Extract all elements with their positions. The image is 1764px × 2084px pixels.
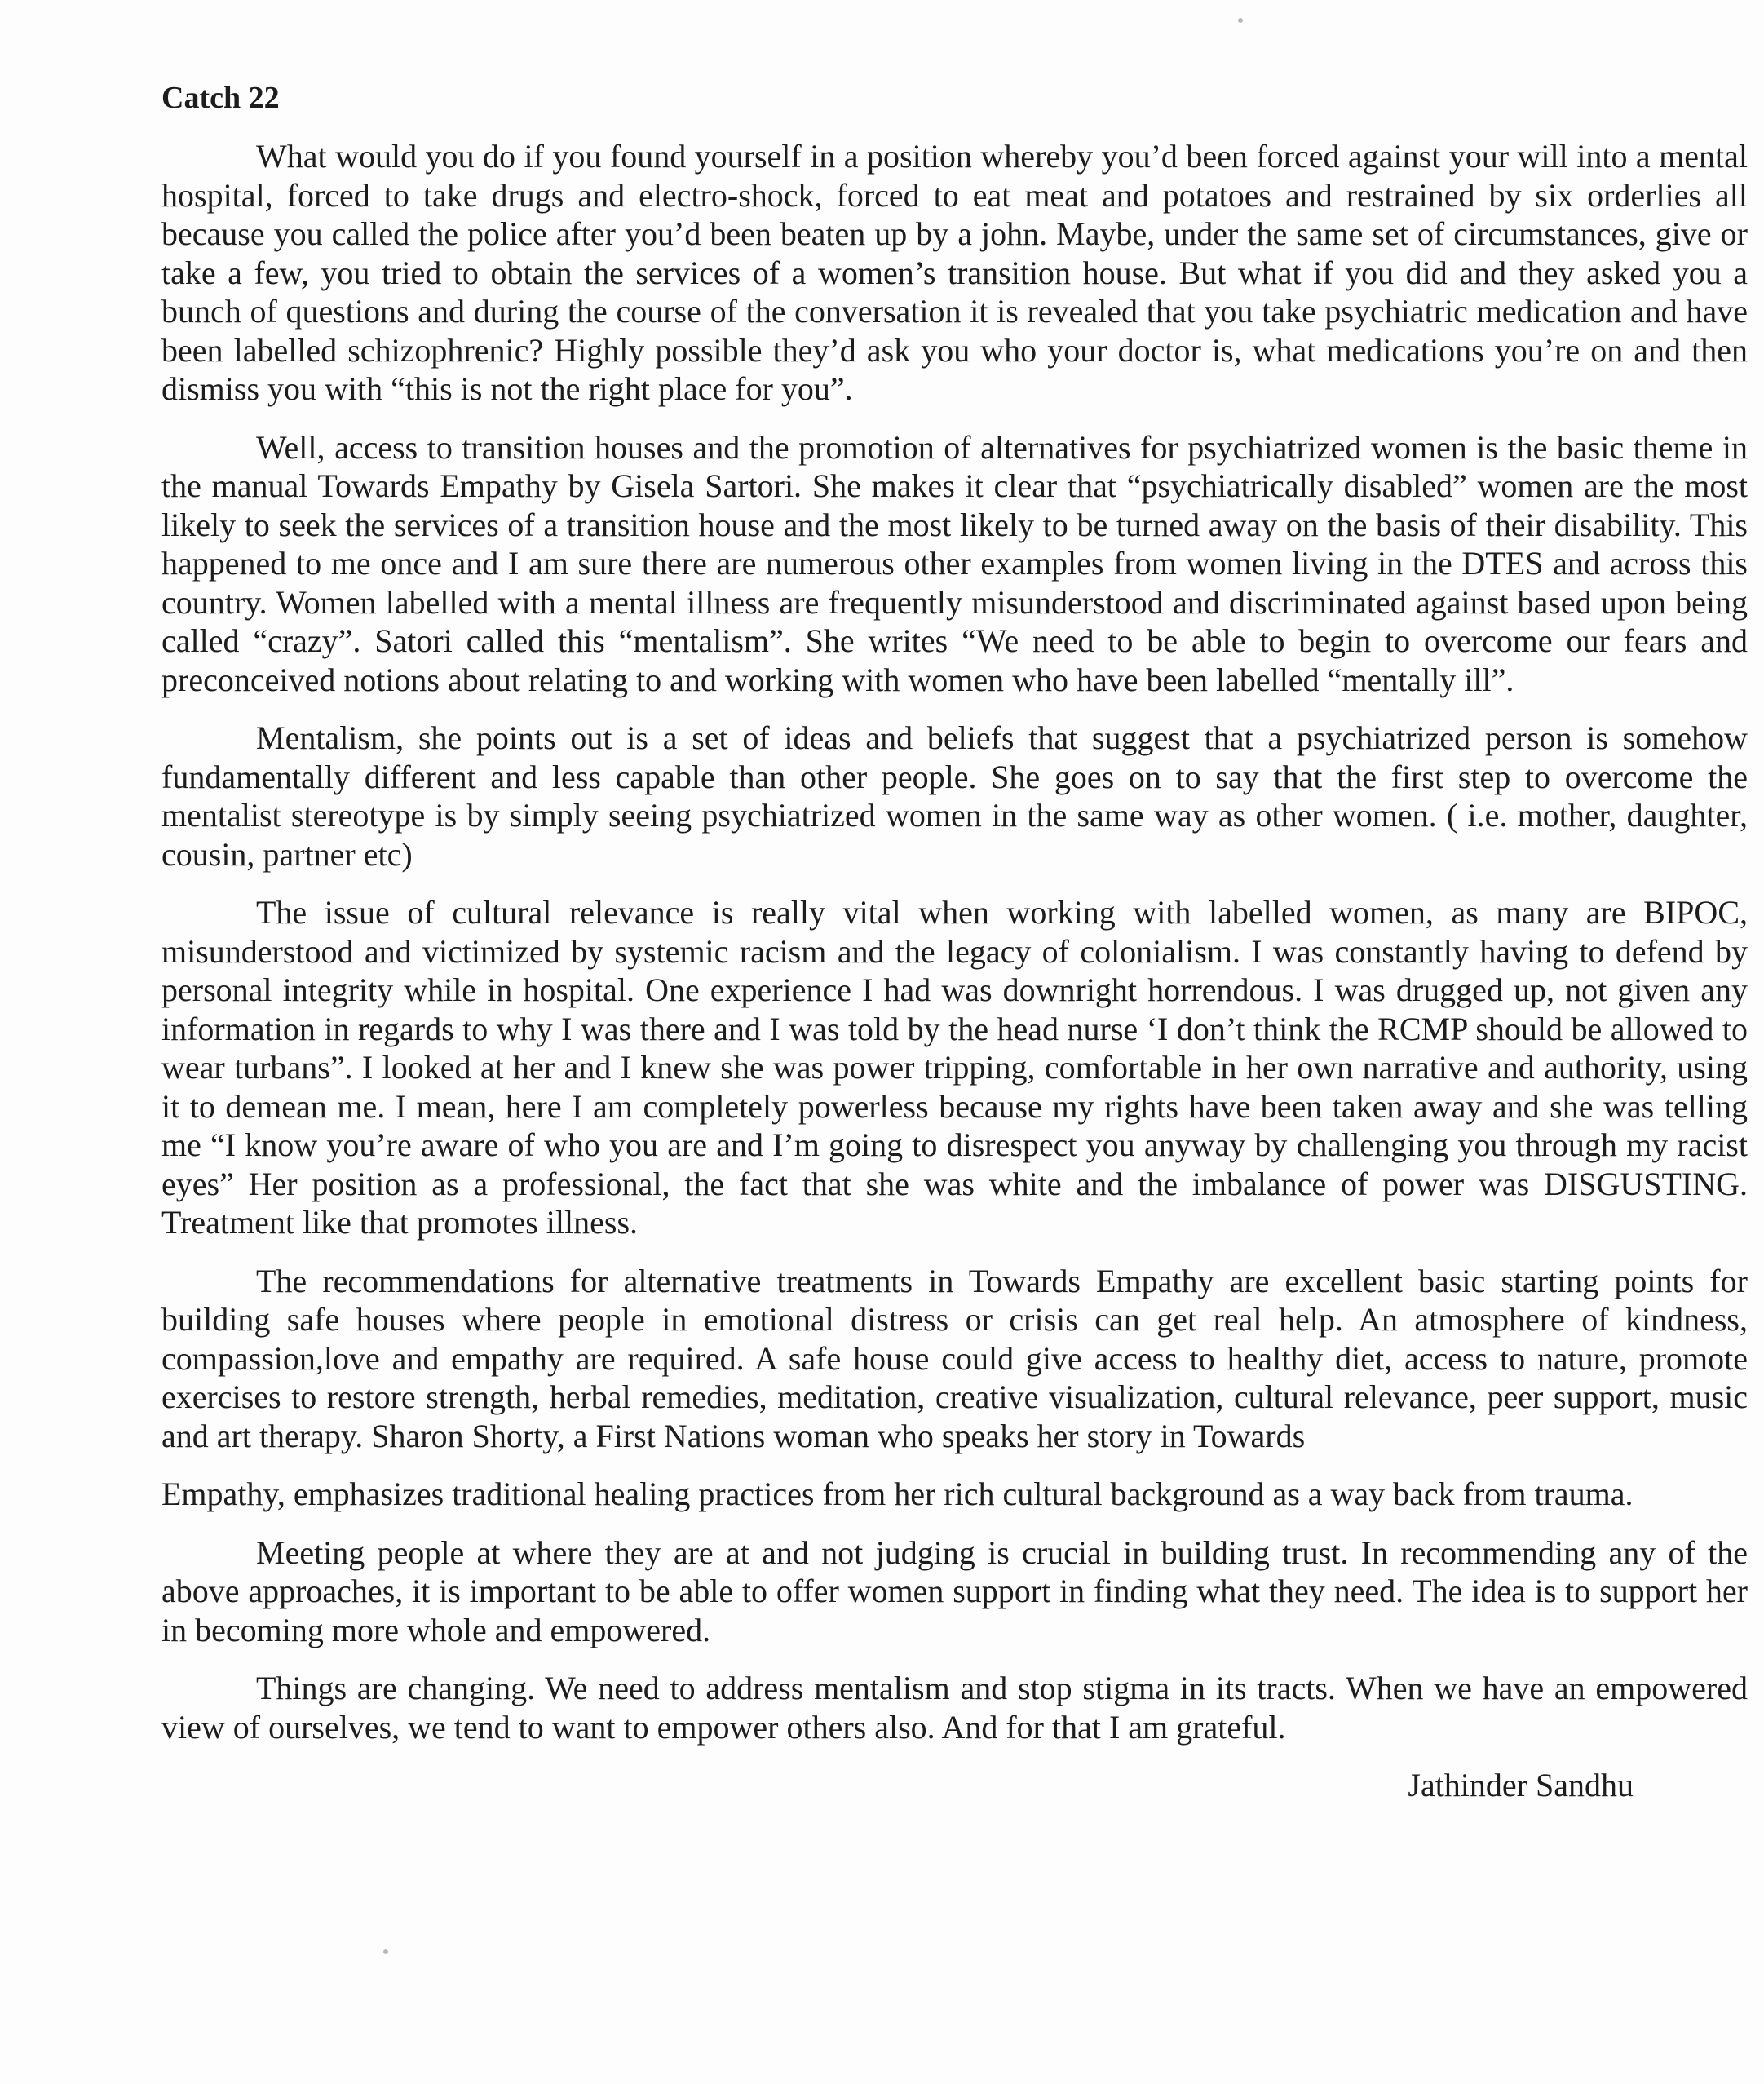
paragraph: Well, access to transition houses and the promotion of alternatives for psychiatrized women is the basic theme in the manual Towards Empathy by Gisela Sartori. She makes it clear that “psychiatrically disabled” women are the most likely to seek the services of a transition house and the most likely to be turned away on the basis of their disability. This happened to me once and I am sure there are numerous other examples from women living in the DTES and across this country. Women labelled with a mental illness are frequently misunderstood and discriminated against based upon being called “crazy”. Satori called this “mentalism”. She writes “We need to be able to begin to overcome our fears and preconceived notions about relating to and working with women who have been labelled “mentally ill”. [161,428,1748,698]
paragraph: Mentalism, she points out is a set of ideas and beliefs that suggest that a psychiatrized person is somehow fundamentally different and less capable than other people. She goes on to say that the first step to overcome the mentalist stereotype is by simply seeing psychiatrized women in the same way as other women. ( i.e. mother, daughter, cousin, partner etc) [161,719,1748,873]
article-title: Catch 22 [161,81,280,115]
paragraph: Empathy, emphasizes traditional healing practices from her rich cultural background as a way back from trauma. [161,1476,1634,1512]
scan-speck [383,1949,388,1954]
paragraph: Things are changing. We need to address mentalism and stop stigma in its tracts. When we have an empowered view of ourselves, we tend to want to empower others also. And for that I am grateful. [161,1670,1748,1746]
scan-speck [1238,18,1243,23]
paragraph: Meeting people at where they are at and not judging is crucial in building trust. In recommending any of the above approaches, it is important to be able to offer women support in finding what they need. The idea is to support her in becoming more whole and empowered. [161,1533,1748,1648]
author-signature: Jathinder Sandhu [1408,1767,1634,1803]
paragraph: The recommendations for alternative treatments in Towards Empathy are excellent basic starting points for building safe houses where people in emotional distress or crisis can get real help. An atmosphere of kindness, compassion,love and empathy are required. A safe house could give access to healthy diet, access to nature, promote exercises to restore strength, herbal remedies, meditation, creative visualization, cultural relevance, peer support, music and art therapy. Sharon Shorty, a First Nations woman who speaks her story in Towards [161,1262,1748,1454]
paragraph: What would you do if you found yourself in a position whereby you’d been forced against your will into a mental hospital, forced to take drugs and electro-shock, forced to eat meat and potatoes and restrained by six orderlies all because you called the police after you’d been beaten up by a john. Maybe, under the same set of circumstances, give or take a few, you tried to obtain the services of a women’s transition house. But what if you did and they asked you a bunch of questions and during the course of the conversation it is revealed that you take psychiatric medication and have been labelled schizophrenic? Highly possible they’d ask you who your doctor is, what medications you’re on and then dismiss you with “this is not the right place for you”. [161,138,1748,407]
article [161,78,1748,1805]
paragraph: The issue of cultural relevance is really vital when working with labelled women, as many are BIPOC, misunderstood and victimized by systemic racism and the legacy of colonialism. I was constantly having to defend by personal integrity while in hospital. One experience I had was downright horrendous. I was drugged up, not given any information in regards to why I was there and I was told by the head nurse ‘I don’t think the RCMP should be allowed to wear turbans”. I looked at her and I knew she was power tripping, comfortable in her own narrative and authority, using it to demean me. I mean, here I am completely powerless because my rights have been taken away and she was telling me “I know you’re aware of who you are and I’m going to disrespect you anyway by challenging you through my racist eyes” Her position as a professional, the fact that she was white and the imbalance of power was DISGUSTING. Treatment like that promotes illness. [161,894,1748,1241]
